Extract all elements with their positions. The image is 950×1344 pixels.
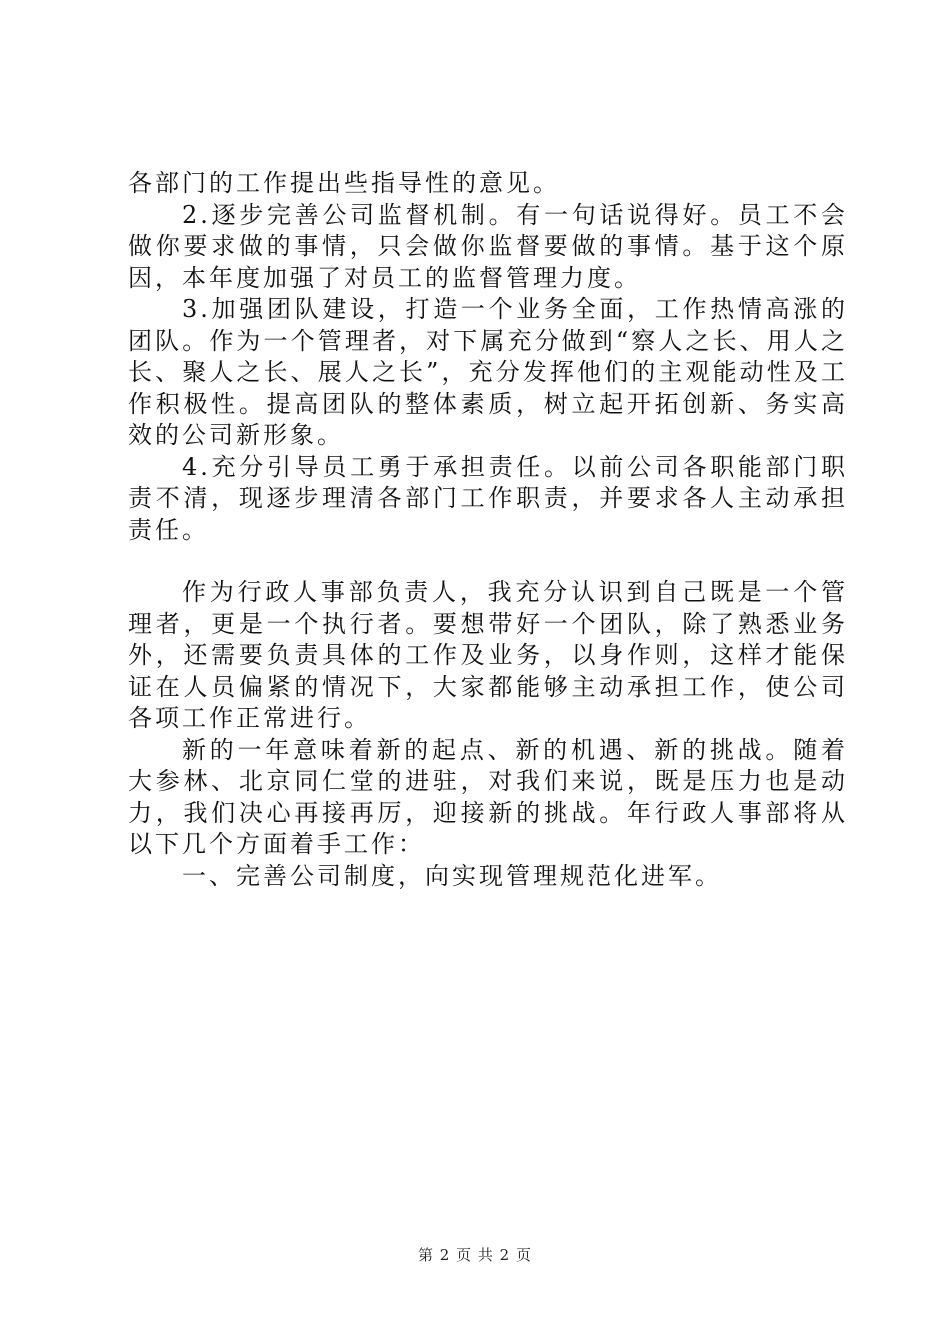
paragraph-item-3: 3.加强团队建设，打造一个业务全面，工作热情高涨的团队。作为一个管理者，对下属充分做到“察人之长、用人之长、聚人之长、展人之长”，充分发挥他们的主观能动性及工作积极性。提高团队的整体素质，树立起开拓创新、务实高效的公司新形象。 <box>128 295 848 449</box>
document-body <box>128 168 848 892</box>
paragraph-item-4: 4.充分引导员工勇于承担责任。以前公司各职能部门职责不清，现逐步理清各部门工作职责，并要求各人主动承担责任。 <box>128 452 848 544</box>
page-number-footer: 第 2 页 共 2 页 <box>418 1246 532 1264</box>
paragraph-continuation: 各部门的工作提出些指导性的意见。 <box>128 169 560 197</box>
paragraph-new-year: 新的一年意味着新的起点、新的机遇、新的挑战。随着大参林、北京同仁堂的进驻，对我们来说，既是压力也是动力，我们决心再接再厉，迎接新的挑战。年行政人事部将从以下几个方面着手工作： <box>128 735 848 858</box>
paragraph-gap <box>128 546 848 577</box>
paragraph-role-reflection: 作为行政人事部负责人，我充分认识到自己既是一个管理者，更是一个执行者。要想带好一个团队，除了熟悉业务外，还需要负责具体的工作及业务，以身作则，这样才能保证在人员偏紧的情况下，大家都能够主动承担工作，使公司各项工作正常进行。 <box>128 578 848 732</box>
paragraph-plan-item-1: 一、完善公司制度，向实现管理规范化进军。 <box>182 861 722 890</box>
paragraph-item-2: 2.逐步完善公司监督机制。有一句话说得好。员工不会做你要求做的事情，只会做你监督要做的事情。基于这个原因，本年度加强了对员工的监督管理力度。 <box>128 200 848 292</box>
